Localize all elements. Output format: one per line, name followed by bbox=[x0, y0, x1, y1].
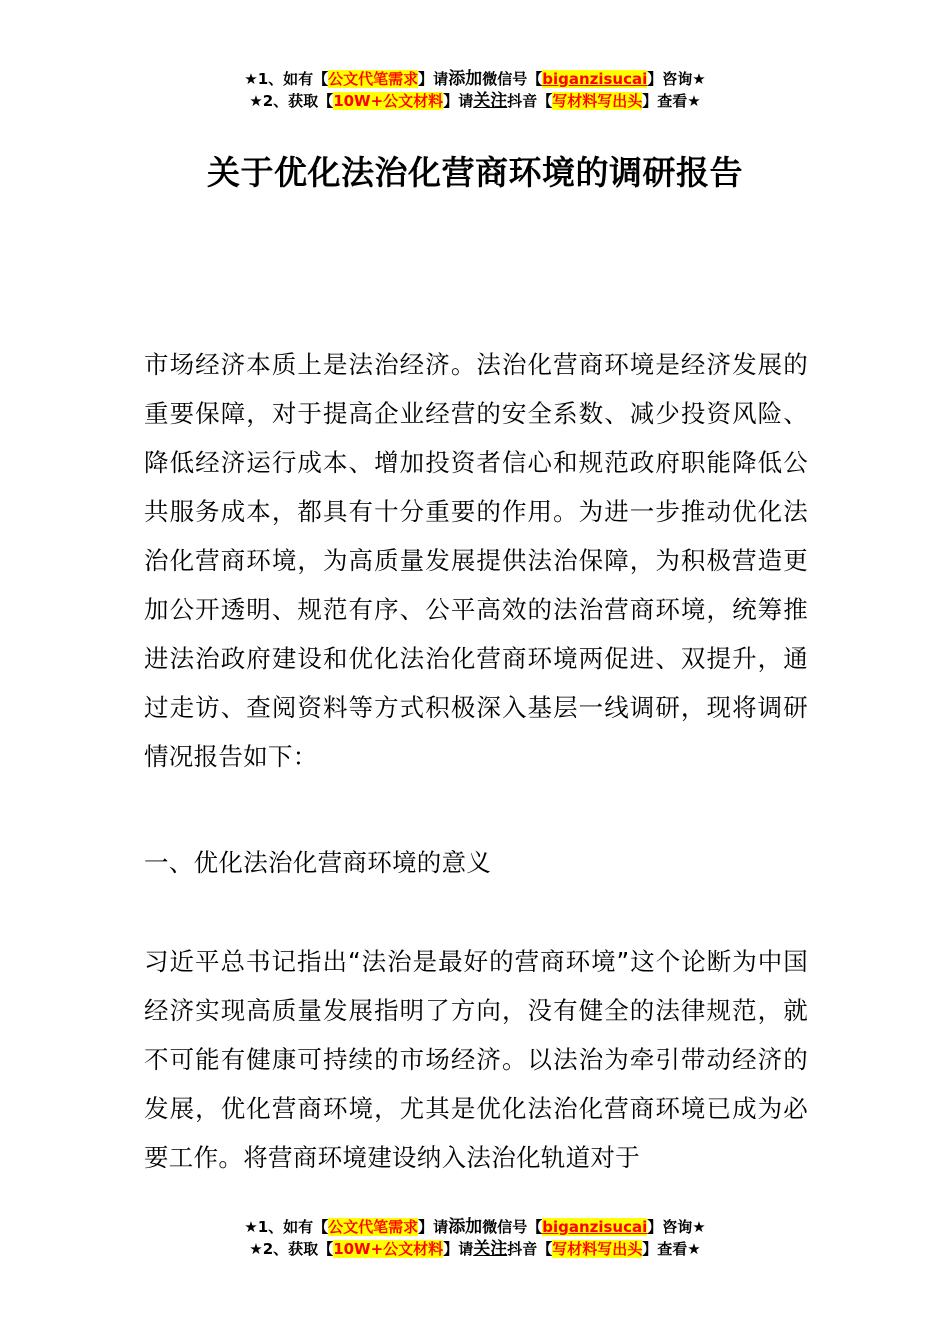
banner-emphasis: 添加 bbox=[448, 69, 483, 89]
banner-text: 】请 bbox=[443, 1240, 474, 1258]
section-heading: 一、优化法治化营商环境的意义 bbox=[144, 848, 492, 877]
banner-emphasis: 关注 bbox=[473, 91, 508, 111]
banner-text: 微信号【 bbox=[482, 70, 543, 88]
header-banner bbox=[0, 68, 950, 112]
banner-text: 抖音【 bbox=[507, 1240, 553, 1258]
banner-text: ★1、如有【 bbox=[244, 70, 329, 88]
douyin-account: 写材料写出头 bbox=[552, 1240, 643, 1258]
banner-text: 】请 bbox=[443, 92, 474, 110]
banner-text: 微信号【 bbox=[482, 1218, 543, 1236]
wechat-id-link[interactable]: biganzisucai bbox=[542, 70, 648, 88]
banner-text: ★2、获取【 bbox=[249, 1240, 334, 1258]
banner-line-2 bbox=[0, 1238, 950, 1260]
highlight-service: 公文代笔需求 bbox=[328, 70, 419, 88]
highlight-materials: 10W+公文材料 bbox=[333, 1240, 444, 1258]
banner-text: 】咨询★ bbox=[647, 70, 706, 88]
paragraph-intro: 市场经济本质上是法治经济。法治化营商环境是经济发展的重要保障，对于提高企业经营的安全系数、减少投资风险、降低经济运行成本、增加投资者信心和规范政府职能降低公共服务成本，都具有十分重要的作用。为进一步推动优化法治化营商环境，为高质量发展提供法治保障，为积极营造更加公开透明、规范有序、公平高效的法治营商环境，统筹推进法治政府建设和优化法治化营商环境两促进、双提升，通过走访、查阅资料等方式积极深入基层一线调研，现将调研情况报告如下： bbox=[144, 350, 808, 771]
douyin-account: 写材料写出头 bbox=[552, 92, 643, 110]
banner-text: 抖音【 bbox=[507, 92, 553, 110]
banner-text: ★2、获取【 bbox=[249, 92, 334, 110]
banner-text: 】咨询★ bbox=[647, 1218, 706, 1236]
highlight-materials: 10W+公文材料 bbox=[333, 92, 444, 110]
banner-text: 】请 bbox=[418, 70, 449, 88]
document-title: 关于优化法治化营商环境的调研报告 bbox=[207, 153, 743, 192]
banner-text: ★1、如有【 bbox=[244, 1218, 329, 1236]
wechat-id-link[interactable]: biganzisucai bbox=[542, 1218, 648, 1236]
banner-text: 】查看★ bbox=[642, 92, 701, 110]
footer-banner bbox=[0, 1216, 950, 1260]
banner-line-2 bbox=[0, 90, 950, 112]
banner-emphasis: 关注 bbox=[473, 1239, 508, 1259]
banner-text: 】查看★ bbox=[642, 1240, 701, 1258]
banner-line-1 bbox=[0, 68, 950, 90]
banner-emphasis: 添加 bbox=[448, 1217, 483, 1237]
banner-text: 】请 bbox=[418, 1218, 449, 1236]
paragraph-significance: 习近平总书记指出“法治是最好的营商环境”这个论断为中国经济实现高质量发展指明了方向，没有健全的法律规范，就不可能有健康可持续的市场经济。以法治为牵引带动经济的发展，优化营商环境，尤其是优化法治化营商环境已成为必要工作。将营商环境建设纳入法治化轨道对于 bbox=[144, 947, 808, 1172]
highlight-service: 公文代笔需求 bbox=[328, 1218, 419, 1236]
banner-line-1 bbox=[0, 1216, 950, 1238]
